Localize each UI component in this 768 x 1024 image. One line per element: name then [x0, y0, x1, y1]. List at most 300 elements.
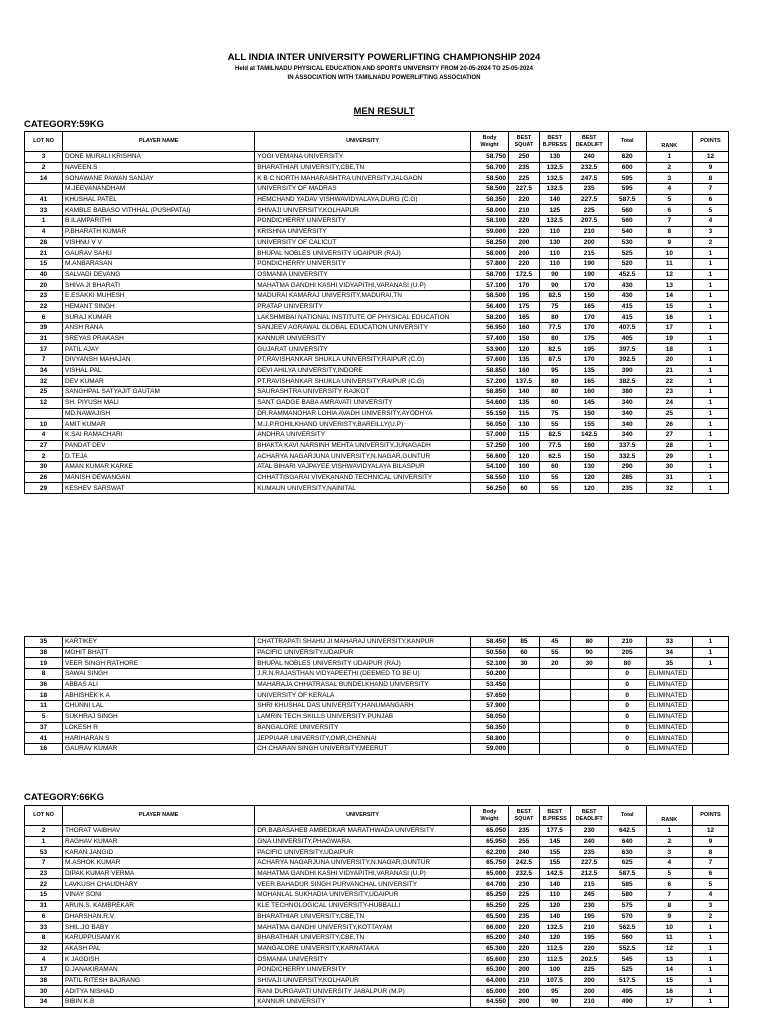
- cell-lot: 6: [25, 911, 63, 922]
- cell-player: P.BHARATH KUMAR: [63, 226, 255, 237]
- cell-weight: 53.450: [471, 679, 509, 690]
- cell-squat: 200: [509, 964, 540, 975]
- cell-deadlift: 90: [570, 647, 608, 658]
- cell-squat: 170: [509, 280, 540, 291]
- cell-squat: 165: [509, 312, 540, 323]
- col-player-name: PLAYER NAME: [63, 132, 255, 152]
- table-row: [25, 376, 729, 387]
- cell-points: 1: [692, 387, 728, 398]
- cell-points: [692, 701, 728, 712]
- cell-weight: 65.950: [471, 836, 509, 847]
- cell-deadlift: 227.5: [570, 858, 608, 869]
- cell-total: 415: [608, 301, 646, 312]
- cell-rank: ELIMINATED: [646, 743, 692, 754]
- cell-points: 1: [692, 986, 728, 997]
- cell-rank: 35: [646, 658, 692, 669]
- cell-player: DEV KUMAR: [63, 376, 255, 387]
- table-row: [25, 986, 729, 997]
- cell-deadlift: 210: [570, 922, 608, 933]
- cell-lot: 15: [25, 258, 63, 269]
- cell-points: 1: [692, 290, 728, 301]
- header-row: [25, 132, 729, 152]
- cell-university: J.R.N.RAJASTHAN VIDYAPEETHI (DEEMED TO BE U): [255, 669, 471, 680]
- table-row: [25, 658, 729, 669]
- cell-total: 595: [608, 173, 646, 184]
- cell-total: 337.5: [608, 440, 646, 451]
- cell-lot: 4: [25, 429, 63, 440]
- cell-rank: 24: [646, 397, 692, 408]
- cell-rank: ELIMINATED: [646, 733, 692, 744]
- cell-deadlift: 220: [570, 943, 608, 954]
- cell-squat: 232.5: [509, 868, 540, 879]
- cell-university: UNIVERSITY OF KERALA: [255, 690, 471, 701]
- cell-squat: 200: [509, 986, 540, 997]
- cell-university: PONDICHERRY UNIVERSITY: [255, 216, 471, 227]
- cell-points: 1: [692, 376, 728, 387]
- cell-squat: 120: [509, 451, 540, 462]
- cell-player: MANISH DEWANGAN: [63, 472, 255, 483]
- table-row: [25, 690, 729, 701]
- cell-university: BHARATHIAR UNIVERSITY,CBE,TN: [255, 911, 471, 922]
- cell-lot: 33: [25, 205, 63, 216]
- cell-university: VEER BAHADUR SINGH PURVANCHAL UNIVERSITY: [255, 879, 471, 890]
- cell-player: BIBIN K.B: [63, 997, 255, 1008]
- cell-deadlift: 165: [570, 301, 608, 312]
- cell-university: JEPPIAAR UNIVERSITY,OMR,CHENNAI: [255, 733, 471, 744]
- cell-points: 1: [692, 440, 728, 451]
- cell-bpress: 82.5: [539, 429, 570, 440]
- cell-rank: ELIMINATED: [646, 690, 692, 701]
- cell-lot: 30: [25, 986, 63, 997]
- cell-squat: 225: [509, 890, 540, 901]
- cell-points: [692, 743, 728, 754]
- cell-player: ADITYA NISHAD: [63, 986, 255, 997]
- cell-lot: 16: [25, 743, 63, 754]
- cell-total: 340: [608, 408, 646, 419]
- table-row: [25, 162, 729, 173]
- cell-deadlift: 170: [570, 280, 608, 291]
- cell-bpress: 75: [539, 301, 570, 312]
- cell-squat: 60: [509, 483, 540, 494]
- cell-squat: 220: [509, 943, 540, 954]
- cell-weight: 55.150: [471, 408, 509, 419]
- cell-rank: 13: [646, 954, 692, 965]
- cell-bpress: [539, 701, 570, 712]
- cell-lot: 41: [25, 733, 63, 744]
- cell-deadlift: 160: [570, 440, 608, 451]
- cell-deadlift: [570, 733, 608, 744]
- cell-deadlift: [570, 701, 608, 712]
- cell-total: 0: [608, 669, 646, 680]
- cell-deadlift: 120: [570, 472, 608, 483]
- cell-lot: 31: [25, 333, 63, 344]
- cell-bpress: 80: [539, 312, 570, 323]
- association-subtitle: IN ASSOCIATION WITH TAMILNADU POWERLIFTING ASSOCIATION: [287, 75, 481, 81]
- cell-rank: 5: [646, 868, 692, 879]
- cell-rank: 4: [646, 858, 692, 869]
- cell-rank: 15: [646, 301, 692, 312]
- cell-points: 3: [692, 226, 728, 237]
- cell-rank: 18: [646, 344, 692, 355]
- cell-bpress: 132.5: [539, 184, 570, 195]
- cell-university: SHRI KHUSHAL DAS UNIVERSITY,HANUMANGARH: [255, 701, 471, 712]
- cell-player: DHARSHAN.R.V: [63, 911, 255, 922]
- cell-lot: 4: [25, 954, 63, 965]
- cell-points: 1: [692, 483, 728, 494]
- cell-points: 8: [692, 847, 728, 858]
- cell-squat: 100: [509, 461, 540, 472]
- cell-player: ABHISHEK K A: [63, 690, 255, 701]
- cell-player: AMIT KUMAR: [63, 419, 255, 430]
- cell-weight: 58.250: [471, 237, 509, 248]
- cell-university: OSMANIA UNIVERSITY: [255, 269, 471, 280]
- cell-rank: 31: [646, 472, 692, 483]
- cell-points: 12: [692, 152, 728, 163]
- cell-university: PACIFIC UNIVERSITY,UDAIPUR: [255, 847, 471, 858]
- cell-total: 415: [608, 312, 646, 323]
- table-row: [25, 900, 729, 911]
- col-lot-no: LOT NO: [25, 806, 63, 826]
- cell-university: BHARATHIAR UNIVERSITY,CBE,TN: [255, 932, 471, 943]
- col-lot-no: LOT NO: [25, 132, 63, 152]
- cell-player: SAWAI SINGH: [63, 669, 255, 680]
- venue-subtitle: Held at TAMILNADU PHYSICAL EDUCATION AND SPORTS UNIVERSITY FROM 20-05-2024 TO 25-05-2024: [235, 66, 533, 72]
- cell-weight: 58.850: [471, 365, 509, 376]
- cell-weight: 57.000: [471, 429, 509, 440]
- cell-bpress: 140: [539, 911, 570, 922]
- col-best-deadlift: BEST DEADLIFT: [570, 806, 608, 826]
- cell-lot: 2: [25, 451, 63, 462]
- cell-points: 1: [692, 964, 728, 975]
- cell-deadlift: 215: [570, 248, 608, 259]
- cell-rank: 33: [646, 637, 692, 648]
- cell-lot: 40: [25, 269, 63, 280]
- table-row: [25, 333, 729, 344]
- cell-total: 585: [608, 879, 646, 890]
- results-table-59kg-continued: [24, 636, 729, 755]
- cell-squat: 195: [509, 290, 540, 301]
- cell-weight: 54.100: [471, 461, 509, 472]
- cell-bpress: 107.5: [539, 975, 570, 986]
- table-row: [25, 226, 729, 237]
- cell-total: 285: [608, 472, 646, 483]
- cell-squat: 225: [509, 173, 540, 184]
- cell-squat: 115: [509, 429, 540, 440]
- cell-rank: 32: [646, 483, 692, 494]
- cell-weight: 58.100: [471, 216, 509, 227]
- cell-lot: 1: [25, 216, 63, 227]
- cell-lot: 25: [25, 387, 63, 398]
- category-66kg-label: CATEGORY:66KG: [24, 792, 105, 803]
- cell-deadlift: 135: [570, 365, 608, 376]
- cell-rank: 9: [646, 911, 692, 922]
- cell-squat: 30: [509, 658, 540, 669]
- cell-points: [692, 669, 728, 680]
- cell-deadlift: 235: [570, 847, 608, 858]
- cell-lot: 27: [25, 440, 63, 451]
- table-row: [25, 280, 729, 291]
- cell-points: 4: [692, 890, 728, 901]
- cell-university: KUMAUN UNIVERSITY,NAINITAL: [255, 483, 471, 494]
- cell-lot: 23: [25, 290, 63, 301]
- cell-deadlift: 232.5: [570, 162, 608, 173]
- cell-bpress: 55: [539, 647, 570, 658]
- cell-squat: 220: [509, 216, 540, 227]
- cell-lot: 17: [25, 964, 63, 975]
- cell-points: 1: [692, 269, 728, 280]
- cell-weight: 58.350: [471, 722, 509, 733]
- cell-rank: 11: [646, 258, 692, 269]
- cell-lot: 18: [25, 690, 63, 701]
- cell-total: 340: [608, 419, 646, 430]
- cell-bpress: 75: [539, 408, 570, 419]
- cell-weight: 58.550: [471, 472, 509, 483]
- cell-total: 80: [608, 658, 646, 669]
- cell-deadlift: 240: [570, 836, 608, 847]
- table-row: [25, 472, 729, 483]
- cell-university: GNA UNIVERSITY,PHAGWARA: [255, 836, 471, 847]
- table-row: [25, 868, 729, 879]
- cell-total: 620: [608, 152, 646, 163]
- cell-total: 560: [608, 932, 646, 943]
- cell-weight: 50.200: [471, 669, 509, 680]
- cell-weight: 65.250: [471, 890, 509, 901]
- cell-total: 290: [608, 461, 646, 472]
- cell-university: KANNUR UNIVERSITY: [255, 333, 471, 344]
- cell-weight: 59.000: [471, 226, 509, 237]
- cell-weight: 64.000: [471, 975, 509, 986]
- championship-title: ALL INDIA INTER UNIVERSITY POWERLIFTING CHAMPIONSHIP 2024: [227, 52, 541, 63]
- cell-rank: ELIMINATED: [646, 669, 692, 680]
- cell-rank: 4: [646, 184, 692, 195]
- cell-bpress: 90: [539, 269, 570, 280]
- cell-points: 1: [692, 323, 728, 334]
- cell-weight: 65.200: [471, 932, 509, 943]
- table-row: [25, 194, 729, 205]
- cell-university: MOHANLAL SUKHADIA UNIVERSITY,UDAIPUR: [255, 890, 471, 901]
- col-body-weight: Body Weight: [471, 806, 509, 826]
- cell-bpress: 80: [539, 376, 570, 387]
- cell-deadlift: [570, 722, 608, 733]
- cell-weight: 58.800: [471, 733, 509, 744]
- cell-player: M.JEEVANANDHAM: [63, 184, 255, 195]
- cell-bpress: 177.5: [539, 826, 570, 837]
- cell-bpress: 132.5: [539, 173, 570, 184]
- cell-weight: 58.850: [471, 387, 509, 398]
- cell-rank: 26: [646, 419, 692, 430]
- cell-university: OSMANIA UNIVERSITY: [255, 954, 471, 965]
- cell-rank: 34: [646, 647, 692, 658]
- cell-bpress: [539, 690, 570, 701]
- cell-lot: 32: [25, 376, 63, 387]
- cell-rank: 25: [646, 408, 692, 419]
- cell-player: K.SAI RAMACHARI: [63, 429, 255, 440]
- cell-rank: 30: [646, 461, 692, 472]
- cell-deadlift: [570, 743, 608, 754]
- table-row: [25, 975, 729, 986]
- cell-total: 540: [608, 226, 646, 237]
- cell-bpress: [539, 669, 570, 680]
- cell-deadlift: 30: [570, 658, 608, 669]
- table-row: [25, 419, 729, 430]
- cell-bpress: 130: [539, 237, 570, 248]
- cell-squat: [509, 669, 540, 680]
- table-row: [25, 637, 729, 648]
- cell-deadlift: 245: [570, 890, 608, 901]
- table-row: [25, 301, 729, 312]
- table-row: [25, 743, 729, 754]
- cell-rank: 6: [646, 205, 692, 216]
- cell-player: SHIL.JO BABY: [63, 922, 255, 933]
- cell-player: MD.NAWAJISH: [63, 408, 255, 419]
- cell-university: ACHARYA NAGARJUNA UNIVERSITY,N.NAGAR,GUNTUR: [255, 451, 471, 462]
- cell-points: 1: [692, 344, 728, 355]
- cell-total: 570: [608, 911, 646, 922]
- cell-bpress: 60: [539, 397, 570, 408]
- cell-weight: 65.750: [471, 858, 509, 869]
- table-row: [25, 997, 729, 1008]
- cell-player: SHIVA JI BHARATI: [63, 280, 255, 291]
- cell-squat: [509, 679, 540, 690]
- cell-total: 640: [608, 836, 646, 847]
- table-row: [25, 679, 729, 690]
- cell-bpress: 45: [539, 637, 570, 648]
- cell-bpress: 95: [539, 365, 570, 376]
- cell-lot: 53: [25, 847, 63, 858]
- cell-weight: 56.050: [471, 419, 509, 430]
- cell-player: VISHAL PAL: [63, 365, 255, 376]
- cell-bpress: [539, 679, 570, 690]
- cell-weight: 65.050: [471, 826, 509, 837]
- cell-points: [692, 733, 728, 744]
- cell-bpress: 155: [539, 847, 570, 858]
- cell-deadlift: 80: [570, 637, 608, 648]
- results-table-59kg: [24, 131, 729, 494]
- cell-rank: 8: [646, 226, 692, 237]
- cell-points: 8: [692, 173, 728, 184]
- cell-points: 1: [692, 647, 728, 658]
- cell-rank: 20: [646, 355, 692, 366]
- cell-university: PRATAP UNIVERSITY: [255, 301, 471, 312]
- cell-squat: [509, 733, 540, 744]
- table-row: [25, 451, 729, 462]
- table-row: [25, 237, 729, 248]
- cell-rank: 28: [646, 440, 692, 451]
- cell-weight: 56.400: [471, 301, 509, 312]
- cell-bpress: 110: [539, 248, 570, 259]
- cell-university: PT.RAVISHANKAR SHUKLA UNIVERSITY,RAIPUR (C.G): [255, 376, 471, 387]
- cell-deadlift: 195: [570, 911, 608, 922]
- cell-university: MAHATMA GANDHI KASHI VIDYAPITHI,VARANASI (U.P): [255, 280, 471, 291]
- cell-university: BHUPAL NOBLES UNIVERSITY UDAIPUR (RAJ): [255, 658, 471, 669]
- cell-squat: 220: [509, 258, 540, 269]
- cell-total: 332.5: [608, 451, 646, 462]
- cell-squat: 235: [509, 826, 540, 837]
- col-rank: RANK: [646, 806, 692, 826]
- cell-weight: 65.300: [471, 943, 509, 954]
- cell-rank: ELIMINATED: [646, 701, 692, 712]
- cell-weight: 57.200: [471, 376, 509, 387]
- cell-university: SHIVAJI UNIVERSITY,KOLHAPUR: [255, 975, 471, 986]
- col-total: Total: [608, 132, 646, 152]
- table-row: [25, 387, 729, 398]
- cell-deadlift: 210: [570, 226, 608, 237]
- table-row: [25, 922, 729, 933]
- col-body-weight: Body Weight: [471, 132, 509, 152]
- table-row: [25, 858, 729, 869]
- cell-rank: ELIMINATED: [646, 679, 692, 690]
- cell-total: 430: [608, 290, 646, 301]
- cell-deadlift: 170: [570, 312, 608, 323]
- category-59kg-label: CATEGORY:59KG: [24, 119, 105, 130]
- cell-player: AMAN KUMAR KARKE: [63, 461, 255, 472]
- cell-lot: 37: [25, 722, 63, 733]
- cell-weight: 65.500: [471, 911, 509, 922]
- cell-lot: 32: [25, 943, 63, 954]
- table-row: [25, 911, 729, 922]
- cell-total: 580: [608, 890, 646, 901]
- cell-squat: 140: [509, 387, 540, 398]
- cell-deadlift: 175: [570, 333, 608, 344]
- cell-weight: 58.750: [471, 152, 509, 163]
- cell-rank: 3: [646, 847, 692, 858]
- col-points: POINTS: [692, 806, 728, 826]
- cell-deadlift: 195: [570, 932, 608, 943]
- cell-total: 0: [608, 679, 646, 690]
- cell-lot: 2: [25, 826, 63, 837]
- cell-deadlift: 130: [570, 461, 608, 472]
- cell-player: GAURAV SAHU: [63, 248, 255, 259]
- cell-bpress: 20: [539, 658, 570, 669]
- cell-player: HEMANT SINGH: [63, 301, 255, 312]
- cell-points: 6: [692, 868, 728, 879]
- cell-total: 380: [608, 387, 646, 398]
- cell-total: 0: [608, 733, 646, 744]
- cell-bpress: [539, 743, 570, 754]
- cell-deadlift: 170: [570, 355, 608, 366]
- cell-bpress: 142.5: [539, 868, 570, 879]
- cell-university: BHARATHIAR UNIVERSITY,CBE,TN: [255, 162, 471, 173]
- cell-weight: 65.250: [471, 900, 509, 911]
- cell-points: [692, 711, 728, 722]
- cell-squat: 235: [509, 911, 540, 922]
- cell-bpress: 90: [539, 280, 570, 291]
- cell-deadlift: 150: [570, 408, 608, 419]
- cell-player: RAGHAV KUMAR: [63, 836, 255, 847]
- cell-squat: 220: [509, 226, 540, 237]
- cell-player: SH. PIYUSH MALI: [63, 397, 255, 408]
- cell-university: PONDICHERRY UNIVERSITY: [255, 964, 471, 975]
- table-row: [25, 836, 729, 847]
- cell-university: SANJEEV AGRAWAL GLOBAL EDUCATION UNIVERSITY: [255, 323, 471, 334]
- cell-deadlift: 210: [570, 997, 608, 1008]
- cell-deadlift: 207.5: [570, 216, 608, 227]
- cell-player: KARTIKEY: [63, 637, 255, 648]
- cell-bpress: 112.5: [539, 954, 570, 965]
- cell-points: 1: [692, 472, 728, 483]
- cell-total: 0: [608, 722, 646, 733]
- cell-deadlift: 150: [570, 451, 608, 462]
- table-row: [25, 932, 729, 943]
- cell-weight: 56.250: [471, 483, 509, 494]
- cell-weight: 65.600: [471, 954, 509, 965]
- cell-player: ARUN.S. KAMBREKAR: [63, 900, 255, 911]
- cell-rank: 27: [646, 429, 692, 440]
- cell-points: 1: [692, 301, 728, 312]
- cell-bpress: 110: [539, 226, 570, 237]
- cell-points: 5: [692, 879, 728, 890]
- cell-lot: 12: [25, 397, 63, 408]
